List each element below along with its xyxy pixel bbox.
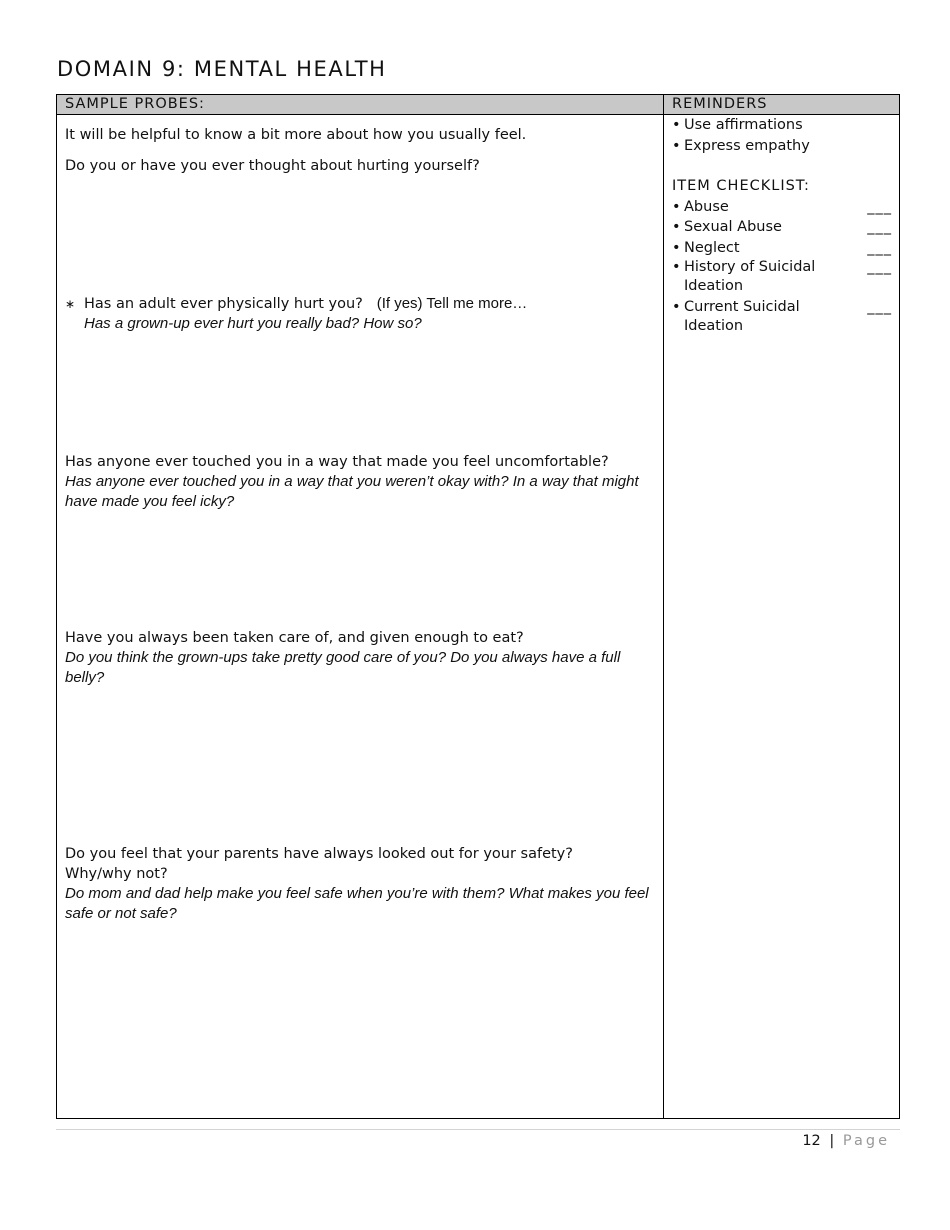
checkbox-blank[interactable]: ___ (867, 239, 892, 256)
footer-divider (56, 1129, 900, 1130)
reminder-item: • Express empathy (672, 136, 892, 157)
checkbox-blank[interactable]: ___ (867, 198, 892, 215)
probe-q5-child: Do mom and dad help make you feel safe when you’re with them? What makes you feel safe or not safe? (65, 885, 649, 922)
probe-q2-block (65, 294, 655, 334)
probe-q3-child: Has anyone ever touched you in a way that you weren’t okay with? In a way that might have made you feel icky? (65, 473, 639, 510)
page-title: DOMAIN 9: MENTAL HEALTH (57, 57, 387, 81)
checkbox-blank[interactable]: ___ (867, 299, 892, 315)
probe-q4-block (65, 628, 655, 688)
checklist-item-sexual-abuse: • Sexual Abuse ___ (672, 217, 892, 238)
bullet-icon: • (672, 299, 681, 315)
page-footer (802, 1133, 890, 1149)
probe-intro: It will be helpful to know a bit more about how you usually feel. (65, 127, 527, 143)
bullet-icon: • (672, 137, 681, 154)
checklist-item-neglect: • Neglect ___ (672, 238, 892, 259)
checklist-title: ITEM CHECKLIST: (672, 178, 810, 194)
bullet-icon: • (672, 259, 681, 275)
bullet-icon: • (672, 117, 681, 133)
probe-q2: Has an adult ever physically hurt you? (84, 296, 363, 312)
reminder-item: • Use affirmations (672, 115, 892, 136)
probe-q4: Have you always been taken care of, and given enough to eat? (65, 630, 524, 646)
checklist-item-current-suicidal-ideation: • Current Suicidal Ideation ___ (672, 299, 892, 334)
reminders-list (672, 115, 892, 336)
footer-separator: | (829, 1133, 835, 1149)
probe-q5-block (65, 844, 649, 924)
checkbox-blank[interactable]: ___ (867, 259, 892, 275)
bullet-icon: • (672, 198, 681, 215)
page-label: Page (842, 1133, 890, 1149)
asterisk-icon: ∗ (65, 297, 76, 311)
bullet-icon: • (672, 239, 681, 256)
checkbox-blank[interactable]: ___ (867, 219, 892, 235)
probe-q5: Do you feel that your parents have always looked out for your safety? Why/why not? (65, 846, 573, 882)
page-number: 12 (802, 1133, 821, 1149)
checklist-item-abuse: • Abuse ___ (672, 197, 892, 218)
probe-q3: Has anyone ever touched you in a way that made you feel uncomfortable? (65, 454, 609, 470)
probe-q2-followup: (If yes) Tell me more… (376, 295, 528, 312)
probe-q4-child: Do you think the grown-ups take pretty good care of you? Do you always have a full belly? (65, 649, 621, 686)
probe-q1: Do you or have you ever thought about hurting yourself? (65, 158, 480, 174)
probe-q2-child: Has a grown-up ever hurt you really bad? How so? (84, 315, 422, 332)
reminders-header: REMINDERS (664, 95, 899, 115)
checklist-item-history-suicidal-ideation: • History of Suicidal Ideation ___ (672, 259, 892, 294)
probe-q3-block (65, 452, 655, 512)
probe-table (56, 94, 900, 1119)
column-divider (663, 95, 664, 1118)
sample-probes-header: SAMPLE PROBES: (57, 95, 664, 115)
bullet-icon: • (672, 219, 681, 235)
